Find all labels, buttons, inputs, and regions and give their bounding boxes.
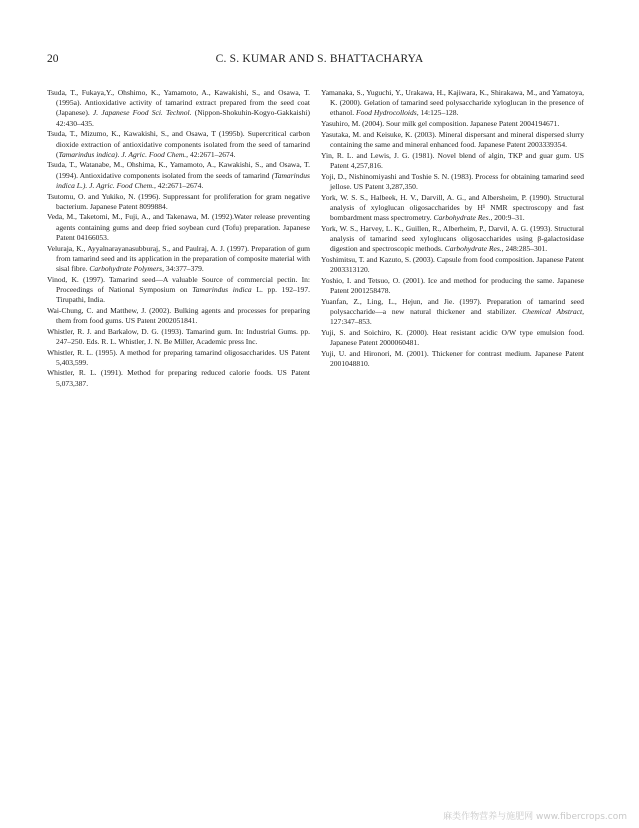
reference-source-italic: Food Hydrocolloids, [356, 108, 419, 118]
reference-entry [47, 327, 310, 347]
reference-entry [321, 224, 584, 255]
reference-entry [47, 88, 310, 129]
page-number: 20 [47, 53, 59, 65]
reference-text: 42:2671–2674. [155, 180, 204, 190]
reference-entry [321, 255, 584, 275]
reference-source-italic: Carbohydrate Res., [444, 244, 504, 254]
reference-text: Whistler, R. L. (1991). Method for preparing reduced calorie foods. US Patent 5,073,387. [47, 368, 310, 388]
reference-text: Yuanfan, Z., Ling, L., Hejun, and Jie. (1997). Preparation of tamarind seed polysaccharide—a new natural thickener and stabilizer. [321, 296, 584, 316]
reference-entry [47, 368, 310, 388]
reference-entry [321, 130, 584, 150]
running-title: C. S. KUMAR AND S. BHATTACHARYA [215, 53, 424, 65]
reference-text: Veluraja, K., Ayyalnarayanasubburaj, S., and Paulraj, A. J. (1997). Preparation of gum from tamarind seed and its application in the preparation of composite material with sisal fibre. [47, 243, 310, 273]
reference-source-italic: Tamarindus indica [192, 284, 252, 294]
reference-text: (Nippon-Shokuhin-Kogyo-Gakkaishi) 42:430–435. [56, 108, 310, 128]
reference-entry [321, 119, 584, 129]
site-watermark: 麻类作物营养与施肥网 www.fibercrops.com [443, 812, 627, 822]
reference-source-italic: Carbohydrate Res., [433, 212, 493, 222]
reference-text: 42:2671–2674. [188, 149, 236, 159]
references-left-column [47, 88, 310, 389]
reference-text: 248:285–301. [503, 244, 548, 254]
reference-text: Whistler, R. J. and Barkalow, D. G. (1993). Tamarind gum. In: Industrial Gums. pp. 247–250. Eds. R. L. Whistler, J. N. Be Miller, Academic press Inc. [47, 326, 310, 346]
reference-source-italic: (Tamarindus indica L.). J. Agric. Food Chem., [56, 170, 310, 190]
reference-entry [321, 349, 584, 369]
reference-entry [321, 328, 584, 348]
reference-source-italic: Carbohydrate Polymers, [89, 263, 164, 273]
reference-entry [321, 151, 584, 171]
reference-text: Yasuhiro, M. (2004). Sour milk gel composition. Japanese Patent 2004194671. [321, 119, 560, 129]
reference-text: 14:125–128. [418, 108, 459, 118]
reference-entry [47, 244, 310, 275]
reference-text: Vinod, K. (1997). Tamarind seed—A valuable Source of commercial pectin. In: Proceedings of National Symposium on [47, 274, 310, 294]
reference-text: Yamanaka, S., Yuguchi, Y., Urakawa, H., Kajiwara, K., Shirakawa, M., and Yamatoya, K. (2000). Gelation of tamarind seed polysaccharide xyloglucan in the presence of ethanol. [321, 88, 584, 118]
reference-text: Yuji, S. and Soichiro, K. (2000). Heat resistant acidic O/W type emulsion food. Japanese Patent 2000060481. [321, 327, 584, 347]
reference-text: Whistler, R. L. (1995). A method for preparing tamarind oligosaccharides. US Patent 5,403,599. [47, 347, 310, 367]
reference-text: L. pp. 192–197. Tirupathi, India. [56, 284, 310, 305]
reference-text: Yoshio, I. and Tetsuo, O. (2001). Ice and method for producing the same. Japanese Patent 2001258478. [321, 275, 584, 295]
reference-entry [321, 193, 584, 224]
reference-text: Wai-Chung, C. and Matthew, J. (2002). Bulking agents and processes for preparing them from food gums. US Patent 2002051841. [47, 305, 310, 325]
reference-text: Tsuda, T., Mizumo, K., Kawakishi, S., and Osawa, T (1995b). Supercritical carbon dioxide extraction of antioxidative components isolated from the seed of tamarind ( [47, 129, 310, 159]
reference-text: Yuji, U. and Hironori, M. (2001). Thickener for contrast medium. Japanese Patent 2001048810. [321, 348, 584, 368]
reference-text: Yoji, D., Nishinomiyashi and Toshie S. N. (1983). Process for obtaining tamarind seed jellose. US Patent 3,287,350. [321, 171, 584, 191]
reference-entry [47, 306, 310, 326]
reference-source-italic: Chemical Abstract, [522, 306, 585, 316]
reference-text: York, W. S. S., Halbeek, H. V., Darvill, A. G., and Albersheim, P. (1990). Structural analysis of xyloglucan oligosaccharides by H¹ NMR spectroscopy and fast bombardment mass spectrometry. [321, 192, 584, 222]
reference-source-italic: J. Japanese Food Sci. Technol. [92, 108, 192, 118]
reference-text: Veda, M., Taketomi, M., Fuji, A., and Takenawa, M. (1992).Water release preventing agents containing gums and deep fried soybean curd (Tofu) preparation. Japanese Patent 04166053. [47, 212, 310, 242]
reference-entry [47, 129, 310, 160]
reference-text: Tsuda, T., Watanabe, M., Ohshima, K., Yamamoto, A., Kawakishi, S., and Osawa, T. (1994). Antioxidative components isolated from the seeds of tamarind [47, 160, 310, 180]
reference-text: Tsutomu, O. and Yukiko, N. (1996). Suppressant for proliferation for gram negative bacterium. Japanese Patent 8099884. [47, 191, 310, 211]
reference-entry [47, 212, 310, 243]
reference-text: Yoshimitsu, T. and Kazuto, S. (2003). Capsule from food composition. Japanese Patent 2003313120. [321, 254, 584, 274]
reference-text: Tsuda, T., Fukaya,Y., Ohshimo, K., Yamamoto, A., Kawakishi, S., and Osawa, T. (1995a). Antioxidative activity of tamarind extract prepared from the seed coat (Japanese). [47, 88, 310, 118]
reference-entry [47, 275, 310, 306]
reference-entry [321, 88, 584, 119]
reference-text: Yasutaka, M. and Keisuke, K. (2003). Mineral dispersant and mineral dispersed slurry containing the same and mineral enhanced food. Japanese Patent 2003339354. [321, 129, 584, 150]
references-right-column [321, 88, 584, 369]
reference-text: Yin, R. L. and Lewis, J. G. (1981). Novel blend of algin, TKP and guar gum. US Patent 4,257,816. [321, 150, 584, 170]
reference-text: 200:9–31. [492, 212, 525, 222]
reference-entry [47, 348, 310, 368]
reference-source-italic: Tamarindus indica). J. Agric. Food Chem., [58, 149, 189, 159]
reference-text: York, W. S., Harvey, L. K., Guillen, R., Alberheim, P., Darvil, A. G. (1993). Structural analysis of tamarind seed xyloglucans oligosaccharides using β-galactosidase digestion and spectroscopic methods. [321, 223, 584, 254]
reference-text: 34:377–379. [163, 263, 204, 273]
reference-entry [321, 297, 584, 328]
reference-entry [47, 192, 310, 212]
reference-text: 127:347–853. [330, 316, 372, 326]
reference-entry [321, 172, 584, 192]
reference-entry [321, 276, 584, 296]
reference-entry [47, 160, 310, 191]
